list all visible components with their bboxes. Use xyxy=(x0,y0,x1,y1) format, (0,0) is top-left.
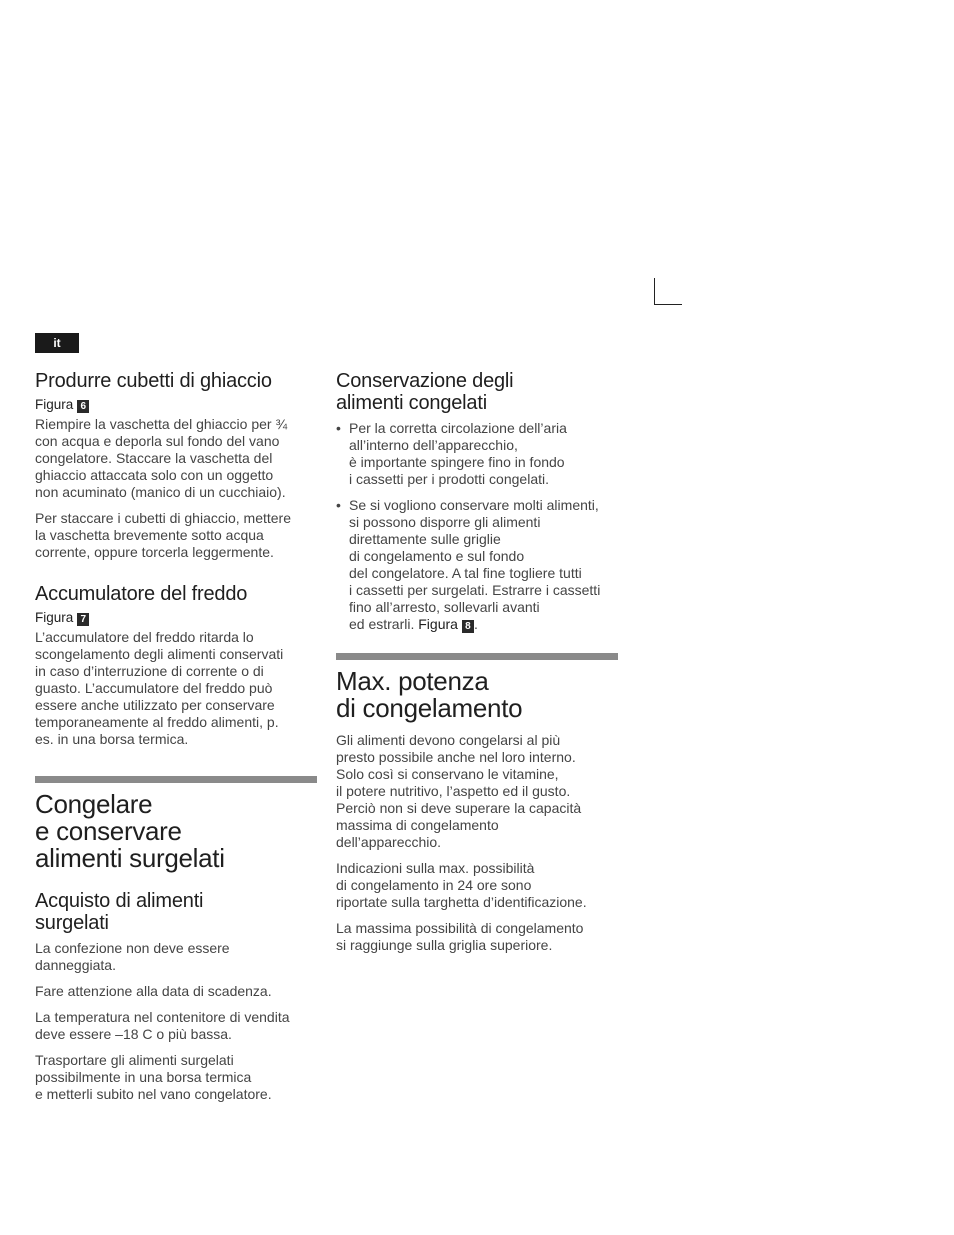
list-item xyxy=(336,497,618,633)
figure-reference xyxy=(35,396,317,413)
figure-reference xyxy=(35,609,317,626)
left-column xyxy=(35,370,317,1112)
list-item-end: . xyxy=(473,616,478,632)
paragraph: Gli alimenti devono congelarsi al più presto possibile anche nel loro interno. Solo così si conservano le vitamine, il potere nutritivo, l’aspetto ed il gusto. Perciò non si deve superare la capacità massima di congelamento dell’apparecchio. xyxy=(336,732,582,850)
section-title-buying-frozen: Acquisto di alimenti surgelati xyxy=(35,890,204,934)
paragraph: Indicazioni sulla max. possibilità di congelamento in 24 ore sono riportate sulla targhetta d’identificazione. xyxy=(336,860,587,910)
figure-label: Figura xyxy=(35,610,74,625)
paragraph: Riempire la vaschetta del ghiaccio per ¾ con acqua e deporla sul fondo del vano congelatore. Staccare la vaschetta del ghiaccio attaccata solo con un oggetto non acuminato (manico di un cucchiaio). xyxy=(35,416,288,500)
right-column xyxy=(336,370,618,963)
crop-mark xyxy=(654,278,682,305)
list-item-text: Se si vogliono conservare molti alimenti, si possono disporre gli alimenti direttamente sulle griglie di congelamento e sul fondo del congelatore. A tal fine togliere tutti i cassetti per surgelati. Estrarre i cassetti fino all’arresto, sollevarli avanti ed estrarli. xyxy=(349,497,601,632)
paragraph: Trasportare gli alimenti surgelati possibilmente in una borsa termica e metterli subito nel vano congelatore. xyxy=(35,1052,272,1102)
chapter-title-max-freezing: Max. potenza di congelamento xyxy=(336,666,523,723)
section-divider xyxy=(336,653,618,660)
section-divider xyxy=(35,776,317,783)
figure-label: Figura xyxy=(35,397,74,412)
figure-number: 8 xyxy=(462,620,474,633)
list-item: • Per la corretta circolazione dell’aria all’interno dell’apparecchio, è importante spingere fino in fondo i cassetti per i prodotti congelati. xyxy=(336,420,618,488)
figure-reference xyxy=(414,616,474,632)
section-title-storing-frozen: Conservazione degli alimenti congelati xyxy=(336,370,514,414)
figure-label: Figura xyxy=(418,616,458,632)
paragraph: La massima possibilità di congelamento si raggiunge sulla griglia superiore. xyxy=(336,920,584,953)
section-title-cold-accumulator: Accumulatore del freddo xyxy=(35,583,248,605)
bullet-list xyxy=(336,420,618,633)
paragraph: La confezione non deve essere danneggiata. xyxy=(35,940,230,973)
language-badge: it xyxy=(35,333,79,353)
paragraph: La temperatura nel contenitore di vendita deve essere –18 C o più bassa. xyxy=(35,1009,290,1042)
paragraph: L’accumulatore del freddo ritarda lo scongelamento degli alimenti conservati in caso d’interruzione di corrente o di guasto. L’accumulatore del freddo può essere anche utilizzato per conservare temporaneamente al freddo alimenti, p. es. in una borsa termica. xyxy=(35,629,284,747)
paragraph: Fare attenzione alla data di scadenza. xyxy=(35,983,272,999)
figure-number: 7 xyxy=(77,613,89,626)
chapter-title-freezing: Congelare e conservare alimenti surgelati xyxy=(35,789,225,873)
paragraph: Per staccare i cubetti di ghiaccio, mettere la vaschetta brevemente sotto acqua corrente, oppure torcerla leggermente. xyxy=(35,510,292,560)
section-title-ice-cubes: Produrre cubetti di ghiaccio xyxy=(35,370,272,392)
figure-number: 6 xyxy=(77,400,89,413)
